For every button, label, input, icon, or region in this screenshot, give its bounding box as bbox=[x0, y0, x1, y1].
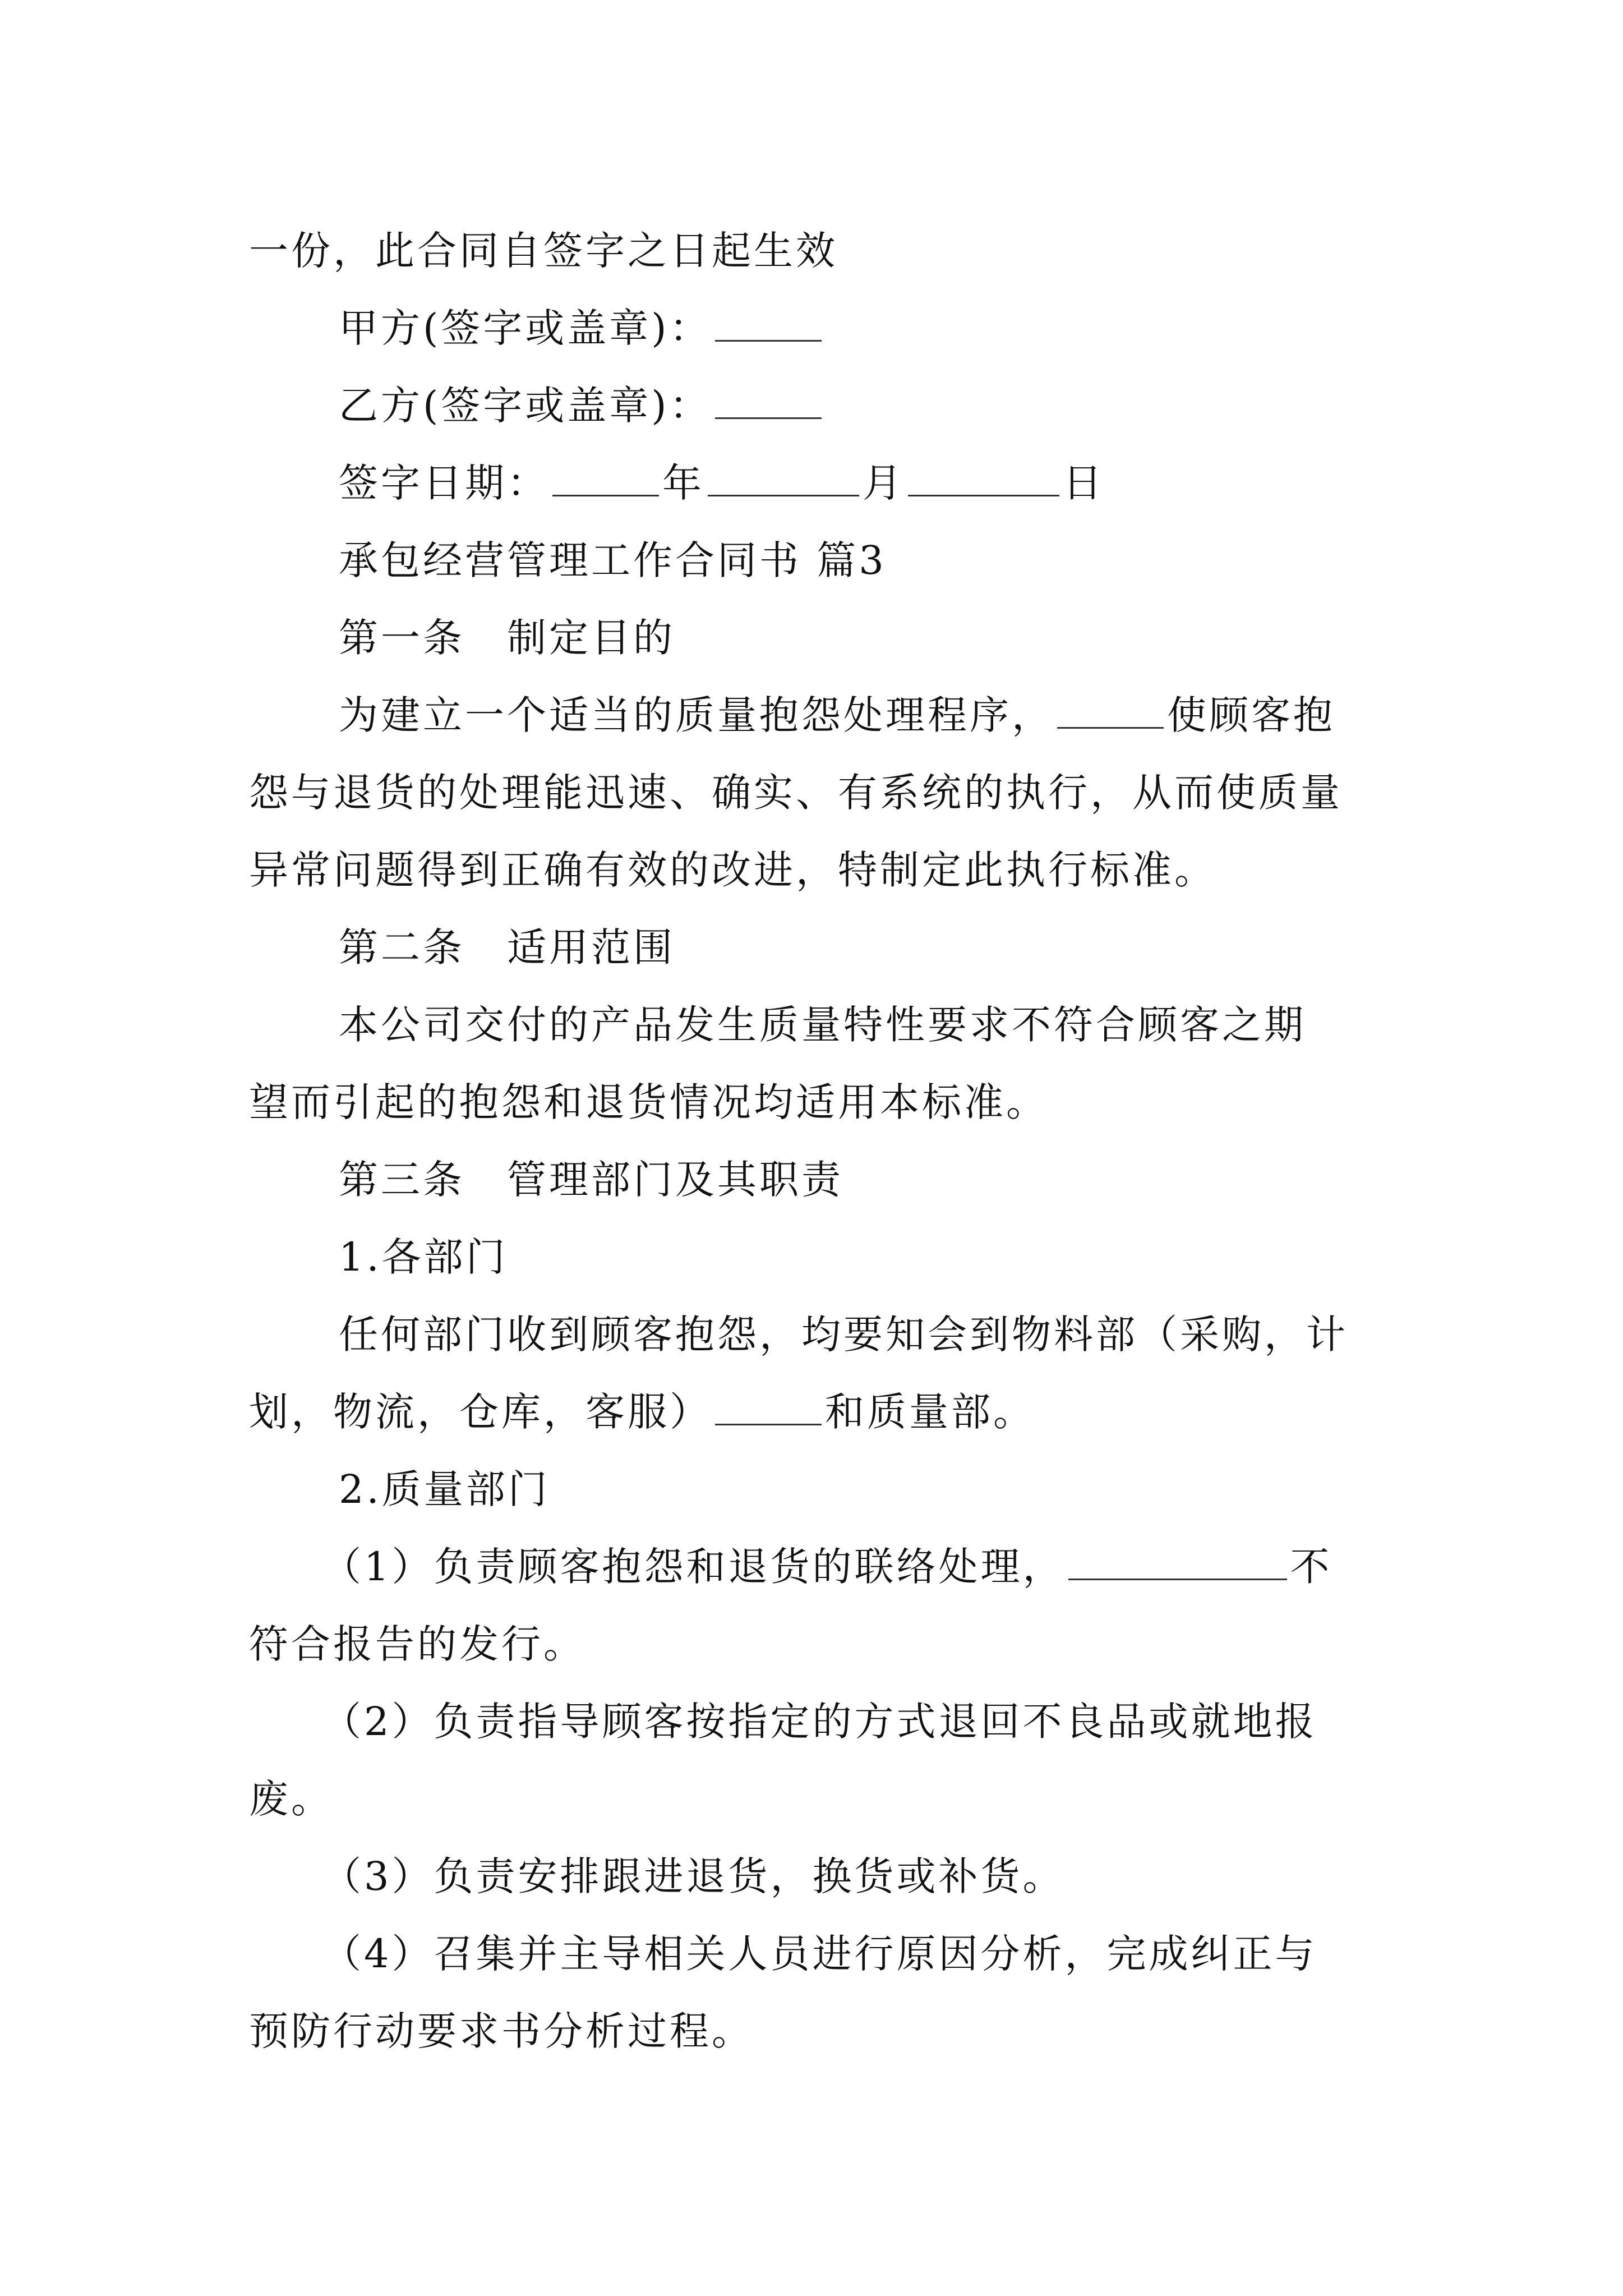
line-text: （1）负责顾客抱怨和退货的联络处理， bbox=[322, 1544, 1065, 1590]
text-line bbox=[249, 986, 1387, 1064]
subsection-2-heading: 2.质量部门 bbox=[339, 1466, 550, 1512]
party-a-label: 甲方(签字或盖章)： bbox=[339, 305, 712, 351]
article-3-heading: 第三条 管理部门及其职责 bbox=[339, 1157, 843, 1203]
line-text: 划，物流，仓库，客服） bbox=[249, 1389, 712, 1435]
day-label: 日 bbox=[1063, 460, 1105, 506]
section-title bbox=[249, 522, 1387, 599]
line-text: （4）召集并主导相关人员进行原因分析，完成纠正与 bbox=[322, 1931, 1317, 1977]
line-text: 预防行动要求书分析过程。 bbox=[249, 2008, 754, 2054]
line-text: 任何部门收到顾客抱怨，均要知会到物料部（采购，计 bbox=[339, 1312, 1348, 1358]
year-label: 年 bbox=[662, 460, 704, 506]
article-1-heading: 第一条 制定目的 bbox=[339, 615, 675, 661]
text-line bbox=[249, 1683, 1387, 1760]
text-line bbox=[249, 1838, 1387, 1915]
line-text: 本公司交付的产品发生质量特性要求不符合顾客之期 bbox=[339, 1002, 1306, 1048]
fill-in-blank bbox=[1068, 1542, 1287, 1581]
subsection-heading bbox=[249, 1218, 1387, 1296]
line-text: 一份，此合同自签字之日起生效 bbox=[249, 228, 838, 274]
month-blank bbox=[708, 458, 859, 497]
party-b-label: 乙方(签字或盖章)： bbox=[339, 383, 712, 429]
month-label: 月 bbox=[863, 460, 905, 506]
line-text: （2）负责指导顾客按指定的方式退回不良品或就地报 bbox=[322, 1699, 1317, 1745]
line-text: 望而引起的抱怨和退货情况均适用本标准。 bbox=[249, 1079, 1048, 1125]
text-line bbox=[249, 1296, 1387, 1373]
subsection-heading bbox=[249, 1451, 1387, 1528]
text-line bbox=[249, 1760, 1387, 1838]
text-line bbox=[249, 212, 1387, 289]
line-text: 怨与退货的处理能迅速、确实、有系统的执行，从而使质量 bbox=[249, 770, 1343, 816]
party-b-signature-blank bbox=[715, 380, 822, 420]
text-line bbox=[249, 754, 1387, 831]
article-2-heading: 第二条 适用范围 bbox=[339, 924, 675, 970]
line-text: 为建立一个适当的质量抱怨处理程序， bbox=[339, 692, 1054, 738]
line-text: 废。 bbox=[249, 1776, 333, 1822]
article-heading bbox=[249, 1141, 1387, 1218]
day-blank bbox=[908, 458, 1059, 497]
line-text: 符合报告的发行。 bbox=[249, 1621, 585, 1667]
signing-date-line bbox=[249, 444, 1387, 522]
text-line bbox=[249, 1528, 1387, 1605]
party-a-signature-blank bbox=[715, 303, 822, 342]
article-heading bbox=[249, 599, 1387, 677]
text-line bbox=[249, 1993, 1387, 2070]
fill-in-blank bbox=[1057, 690, 1164, 729]
line-text: 不 bbox=[1290, 1544, 1332, 1590]
line-text: （3）负责安排跟进退货，换货或补货。 bbox=[322, 1853, 1065, 1899]
article-heading bbox=[249, 909, 1387, 986]
text-line bbox=[249, 1373, 1387, 1451]
document-body bbox=[249, 212, 1387, 2070]
year-blank bbox=[552, 458, 659, 497]
signing-date-label: 签字日期： bbox=[339, 460, 549, 506]
section-title-text: 承包经营管理工作合同书 篇3 bbox=[339, 537, 887, 583]
party-b-signature-line bbox=[249, 367, 1387, 444]
text-line bbox=[249, 1064, 1387, 1141]
party-a-signature-line bbox=[249, 289, 1387, 367]
text-line bbox=[249, 677, 1387, 754]
fill-in-blank bbox=[715, 1387, 822, 1426]
line-text: 使顾客抱 bbox=[1167, 692, 1335, 738]
text-line bbox=[249, 831, 1387, 909]
line-text: 和质量部。 bbox=[825, 1389, 1035, 1435]
text-line bbox=[249, 1915, 1387, 1993]
text-line bbox=[249, 1605, 1387, 1683]
line-text: 异常问题得到正确有效的改进，特制定此执行标准。 bbox=[249, 847, 1216, 893]
subsection-1-heading: 1.各部门 bbox=[339, 1234, 508, 1280]
